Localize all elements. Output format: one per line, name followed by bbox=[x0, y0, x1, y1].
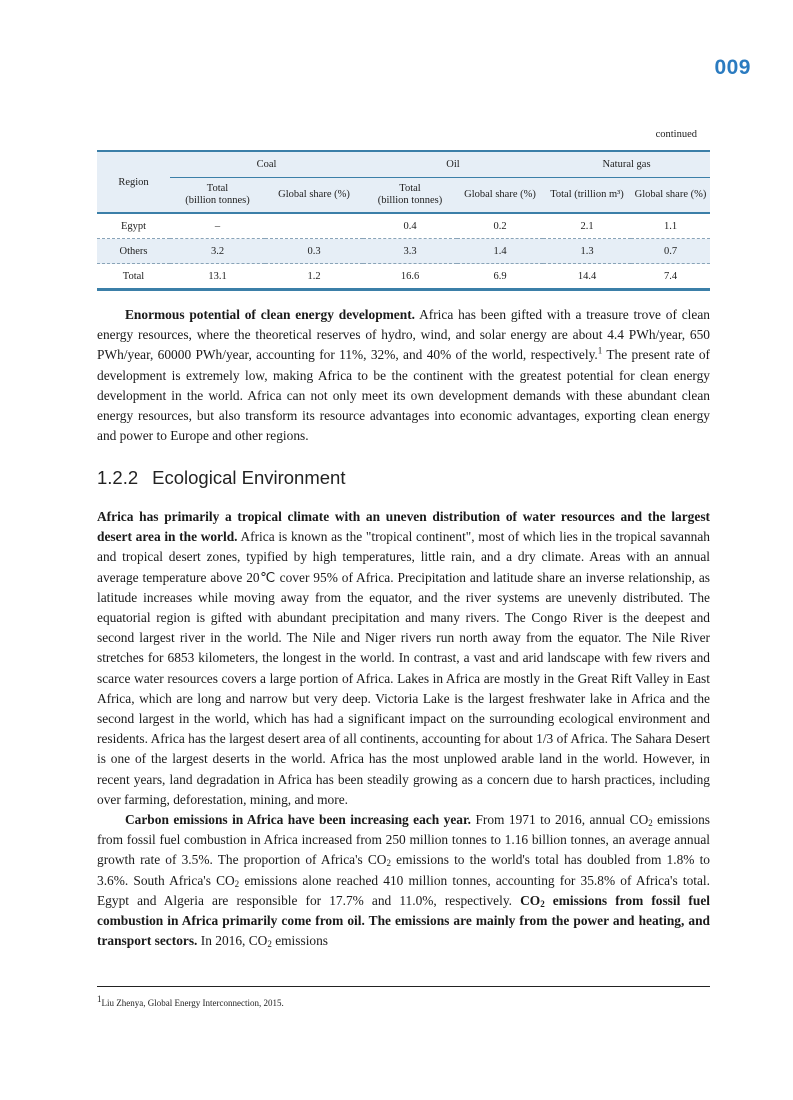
cell-gas-share: 7.4 bbox=[663, 270, 678, 282]
cell-coal-total: – bbox=[214, 220, 221, 232]
subscript-2: 2 bbox=[267, 939, 272, 950]
cell-oil-total: 3.3 bbox=[403, 245, 417, 257]
carbon-bold-2b: emissions from fossil fuel combustion in Africa primarily come from oil. The emissions are mainly from the power and heating, and transport sectors. bbox=[97, 892, 710, 949]
table-subheader-row bbox=[97, 178, 710, 214]
cell-region: Egypt bbox=[120, 220, 147, 232]
cell-coal-total: 3.2 bbox=[210, 245, 225, 257]
cell-coal-share: 0.3 bbox=[307, 245, 321, 257]
cell-oil-share: 1.4 bbox=[493, 245, 507, 257]
oil-total-header bbox=[363, 178, 457, 214]
cell-region: Total bbox=[122, 270, 145, 282]
coal-total-header-line1: Total bbox=[206, 183, 229, 194]
subscript-2: 2 bbox=[540, 898, 545, 909]
table-row-total bbox=[97, 264, 710, 290]
coal-share-header: Global share (%) bbox=[265, 178, 363, 214]
cell-gas-total: 14.4 bbox=[577, 270, 597, 282]
cell-oil-total: 16.6 bbox=[400, 270, 420, 282]
coal-total-header bbox=[170, 178, 265, 214]
carbon-lead: Carbon emissions in Africa have been increasing each year. bbox=[125, 812, 472, 828]
table-continued-label: continued bbox=[655, 129, 697, 140]
footnote bbox=[97, 994, 284, 1008]
section-heading bbox=[97, 467, 345, 489]
cell-oil-total: 0.4 bbox=[403, 220, 417, 232]
fossil-reserves-table bbox=[97, 150, 710, 291]
cell-gas-share: 1.1 bbox=[663, 220, 678, 232]
coal-total-header-line2: (billion tonnes) bbox=[185, 195, 250, 206]
carbon-text-4: emissions alone reached 410 million tonnes, accounting for 35.8% of Africa's total. Egypt and Algeria are responsible for 17.7% and 11.0%, respectively. bbox=[97, 872, 710, 908]
cell-gas-total: 2.1 bbox=[580, 220, 594, 232]
clean-energy-text-1: Africa has been gifted with a treasure trove of clean energy resources, where the theoretical reserves of hydro, wind, and solar energy are about 4.4 PWh/year, 650 PWh/year, 60000 PWh/year, accounting for 11%, 32%, and 40% of the world, respectively. bbox=[97, 307, 710, 363]
clean-energy-paragraph-block bbox=[97, 305, 710, 446]
reserves-table-container bbox=[97, 150, 710, 291]
carbon-text-6: emissions bbox=[271, 933, 329, 949]
table-group-header-row bbox=[97, 151, 710, 178]
footnote-text: Liu Zhenya, Global Energy Interconnection, 2015. bbox=[101, 998, 284, 1008]
oil-total-header-line2: (billion tonnes) bbox=[377, 195, 443, 206]
ecology-lead: Africa has primarily a tropical climate with an uneven distribution of water resources and the largest desert area in the world. bbox=[97, 509, 710, 545]
subscript-2: 2 bbox=[386, 858, 391, 869]
oil-share-header: Global share (%) bbox=[457, 178, 543, 214]
footnote-divider bbox=[97, 986, 710, 987]
clean-energy-paragraph bbox=[97, 305, 710, 446]
clean-energy-lead: Enormous potential of clean energy development. bbox=[125, 307, 415, 322]
gas-group-header: Natural gas bbox=[543, 151, 710, 178]
footnote-ref[interactable]: 1 bbox=[597, 345, 603, 356]
footnote-marker: 1 bbox=[97, 994, 102, 1004]
cell-region: Others bbox=[119, 245, 148, 257]
carbon-text-1: From 1971 to 2016, annual CO bbox=[471, 812, 649, 828]
cell-coal-total: 13.1 bbox=[208, 270, 227, 282]
page-number: 009 bbox=[714, 56, 751, 79]
section-number: 1.2.2 bbox=[97, 467, 139, 488]
cell-gas-total: 1.3 bbox=[580, 245, 594, 257]
carbon-text-3: emissions to the world's total has doubled from 1.8% to 3.6%. South Africa's CO bbox=[97, 852, 710, 888]
coal-group-header: Coal bbox=[170, 151, 363, 178]
carbon-paragraph bbox=[97, 810, 710, 951]
cell-coal-share: 1.2 bbox=[307, 270, 321, 282]
cell-oil-share: 6.9 bbox=[493, 270, 507, 282]
ecology-paragraph bbox=[97, 507, 710, 810]
carbon-bold-2a: CO bbox=[520, 892, 541, 908]
carbon-text-5: In 2016, CO bbox=[197, 933, 268, 949]
ecology-text: Africa is known as the "tropical continent", most of which lies in the tropical savannah and tropical desert zones, typified by high temperatures, little rain, and a dry climate. Areas with an annual average temperature above 20℃ cover 95% of Africa. Precipitation and latitude share an inverse relationship, as latitude increases while moving away from the equator, and the river systems are unevenly distributed. The equatorial region is gifted with abundant precipitation and many rivers. The Congo River is the deepest and second largest river in the world. The Nile and Niger rivers run north away from the equator. The Nile River stretches for 6853 kilometers, the longest in the world. In contrast, a vast and arid landscape with few rivers and scarce water resources covers a large portion of Africa. Lakes in Africa are mostly in the Great Rift Valley in East Africa, which are long and narrow but very deep. Victoria Lake is the largest freshwater lake in Africa and the second largest in the world, which has had a significant impact on the surrounding ecological environment and residents. Africa has the largest desert area of all continents, accounting for about 1/3 of Africa. The Sahara Desert is one of the largest deserts in the world. Africa has the most unplowed arable land in the world. However, in recent years, land degradation in Africa has been steadily growing as a concern due to harsh practices, including over farming, deforestation, mining, and more. bbox=[97, 529, 711, 807]
cell-coal-share bbox=[265, 213, 363, 239]
oil-group-header: Oil bbox=[363, 151, 543, 178]
cell-oil-share: 0.2 bbox=[493, 220, 507, 232]
gas-share-header: Global share (%) bbox=[631, 178, 710, 214]
clean-energy-text-2: The present rate of development is extremely low, making Africa to be the continent with the greatest potential for clean energy development in the world. Africa can not only meet its own development demands with these abundant clean energy resources, but also transform its resource advantages into economic advantages, exporting clean energy and power to Europe and other regions. bbox=[97, 347, 711, 444]
ecology-paragraph-block bbox=[97, 507, 710, 951]
carbon-text-2: emissions from fossil fuel combustion in Africa increased from 250 million tonnes to 1.16 billion tonnes, an average annual growth rate of 3.5%. The proportion of Africa's CO bbox=[97, 812, 711, 868]
subscript-2: 2 bbox=[648, 818, 653, 829]
table-row-others bbox=[97, 239, 710, 264]
section-title: Ecological Environment bbox=[152, 467, 346, 488]
gas-total-header: Total (trillion m³) bbox=[543, 178, 631, 214]
subscript-2: 2 bbox=[234, 878, 240, 889]
oil-total-header-line1: Total bbox=[399, 183, 421, 194]
cell-gas-share: 0.7 bbox=[663, 245, 678, 257]
region-header: Region bbox=[97, 151, 170, 213]
table-row-egypt bbox=[97, 213, 710, 239]
